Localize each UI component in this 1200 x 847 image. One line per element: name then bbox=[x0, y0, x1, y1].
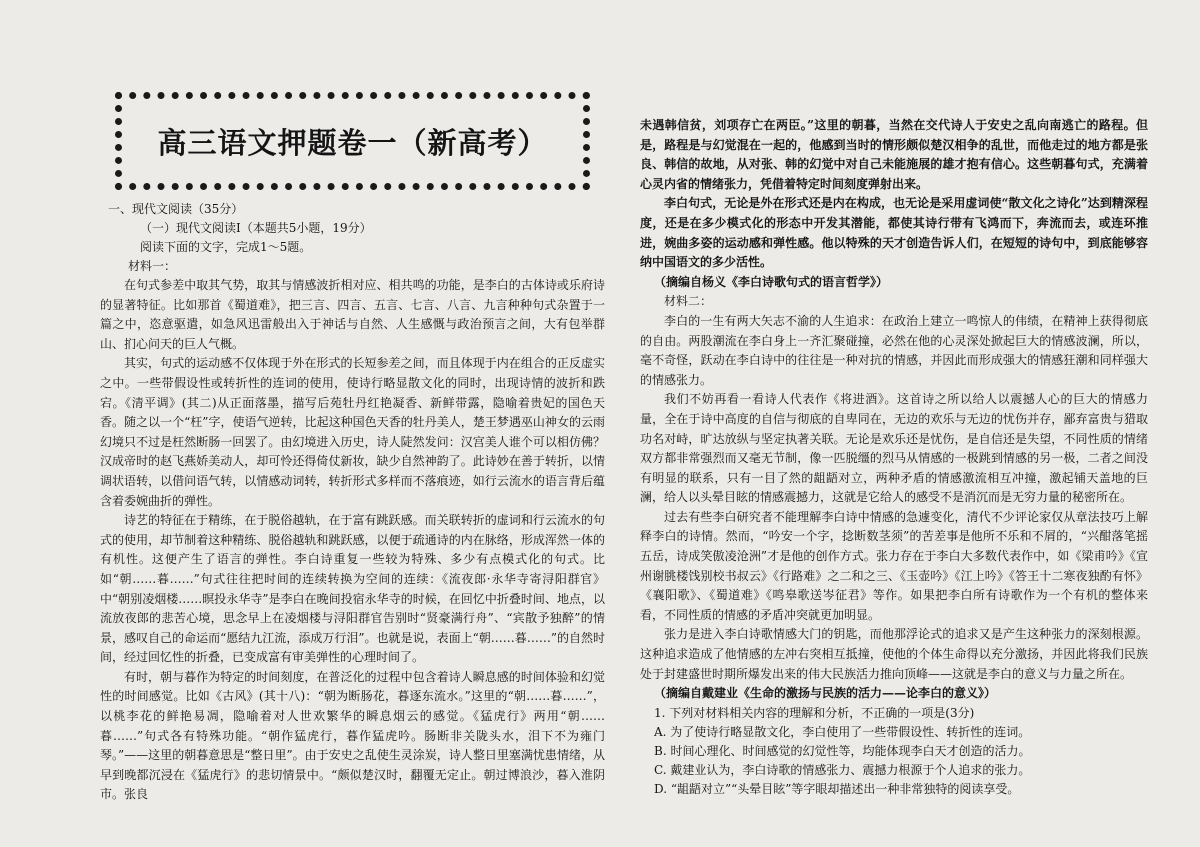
right-paragraph: 我们不妨再看一看诗人代表作《将进酒》。这首诗之所以给人以震撼人心的巨大的情感力量，全在于诗中高度的自信与彻底的自卑同在，无边的欢乐与无边的忧伤并存，鄙弃富贵与猎取功名对峙，旷达放纵与坚定执著关联。无论是欢乐还是忧伤，是自信还是失望，不同性质的情绪双方都非常强烈而又毫无节制，像一匹脱缰的烈马从情感的一极跳到情感的另一极，二者之间没有明显的联系，只有一目了然的龃龉对立，两种矛盾的情感激流相互冲撞，激起铺天盖地的巨澜，给人以头晕目眩的情感震撼力，这就是它给人的感受不是消沉而是无穷力量的秘密所在。 bbox=[640, 392, 1148, 505]
material2-label: 材料二： bbox=[664, 294, 713, 309]
instruction: 阅读下面的文字，完成1～5题。 bbox=[140, 240, 312, 254]
left-paragraph: 其实，句式的运动感不仅体现于外在形式的长短参差之间，而且体现于内在组合的正反虚实之中。一些带假设性或转折性的连词的使用，使诗行略显散文化的同时，出现诗情的波折和跌宕。《清平调》(其二)从正面落墨，描写后苑牡丹红艳凝香、新鲜带露，隐喻着贵妃的国色天香。随之以一个“枉”字，使语气逆转，比起这种国色天香的牡丹美人，楚王梦遇巫山神女的云雨幻境只不过是枉然断肠一回罢了。由幻境进入历史，诗人陡然发问：汉宫美人谁个可以相仿佛？汉成帝时的赵飞燕娇美动人，却可怜还得倚仗新妆，缺少自然神韵了。此诗妙在善于转折，以情调状语转，以借问语气转，以情感动词转，转折形式多样而不落痕迹，如行云流水的语言背后蕴含着委婉曲折的弹性。 bbox=[100, 356, 605, 508]
right-paragraph: 张力是进入李白诗歌情感大门的钥匙，而他那浮论式的追求又是产生这种张力的深刻根源。这种追求造成了他情感的左冲右突相互抵撞，使他的个体生命得以充分激扬，并因此将我们民族处于封建盛世时期所爆发出来的伟大民族活力推向顶峰——这就是李白的意义与力量之所在。 bbox=[640, 627, 1148, 681]
section-heading: 一、现代文阅读（35分） bbox=[108, 202, 244, 216]
title-box bbox=[115, 92, 590, 190]
right-paragraph: 未遇韩信贫，刘项存亡在两臣。”这里的朝暮，当然在交代诗人于安史之乱向南逃亡的路程。但是，路程是与幻觉混在一起的，他感到当时的情形颇似楚汉相争的乱世，而他走过的地方都是张良、韩信的故地，从对张、韩的幻觉中对自己未能施展的雄才抱有信心。这些朝暮句式，充满着心灵内省的情绪张力，凭借着特定时间刻度弹射出来。 bbox=[640, 118, 1148, 191]
sub-heading: （一）现代文阅读Ⅰ（本题共5小题，19分） bbox=[140, 221, 372, 235]
left-paragraph: 有时，朝与暮作为特定的时间刻度，在普泛化的过程中包含着诗人瞬息感的时间体验和幻觉性的时间感觉。比如《古风》(其十八)：“朝为断肠花，暮逐东流水。”这里的“朝……暮……”，以桃李花的鲜艳易凋，隐喻着对人世欢繁华的瞬息烟云的感觉。《猛虎行》两用“朝……暮……”句式各有特殊功能。“朝作猛虎行，暮作猛虎吟。肠断非关陇头水，泪下不为雍门琴。”——这里的朝暮意思是“整日里”。由于安史之乱使生灵涂炭，诗人整日里塞满忧患情绪，从早到晚都沉浸在《猛虎行》的悲切情景中。“颇似楚汉时，翻覆无定止。朝过博浪沙，暮入淮阴市。张良 bbox=[100, 669, 605, 802]
page-title: 高三语文押题卷一（新高考） bbox=[157, 125, 548, 160]
right-paragraph: 过去有些李白研究者不能理解李白诗中情感的急遽变化，清代不少评论家仅从章法技巧上解释李白的诗情。然而，“吟安一个字，捻断数茎须”的苦差事是他所不乐和不屑的，“兴酣落笔摇五岳，诗成笑傲凌沧洲”才是他的创作方式。张力存在于李白大多数代表作中，如《梁甫吟》《宣州谢朓楼饯别校书叔云》《行路难》之二和之三、《玉壶吟》《江上吟》《答王十二寒夜独酌有怀》《襄阳歌》、《蜀道难》《鸣皋歌送岑征君》等作。如果把李白所有诗歌作为一个有机的整体来看，不同性质的情感的矛盾冲突就更加明显。 bbox=[640, 509, 1148, 622]
source-2: （摘编自戴建业《生命的激扬与民族的活力——论李白的意义》） bbox=[654, 686, 997, 701]
option-b[interactable]: B. 时间心理化、时间感觉的幻觉性等，均能体现李白天才创造的活力。 bbox=[654, 743, 1031, 758]
material1-label: 材料一： bbox=[128, 259, 177, 273]
right-paragraph: 李白句式，无论是外在形式还是内在构成，也无论是采用虚词使“散文化之诗化”达到精深程度，还是在多少模式化的形态中开发其潜能，都使其诗行带有飞鸿而下，奔流而去，或连环推进，婉曲多姿的运动感和弹性感。他以特殊的天才创造告诉人们，在短短的诗句中，到底能够容纳中国语文的多少活性。 bbox=[640, 196, 1148, 270]
option-d[interactable]: D. “龃龉对立”“头晕目眩”等字眼却描述出一种非常独特的阅读享受。 bbox=[654, 781, 1020, 796]
left-paragraph: 诗艺的特征在于精练，在于脱俗越轨，在于富有跳跃感。而关联转折的虚词和行云流水的句式的使用，却节制着这种精练、脱俗越轨和跳跃感，以便于疏通诗的内在脉络，形成浑然一体的有机性。这便产生了语言的弹性。李白诗重复一些较为特殊、多少有点模式化的句式。比如“朝……暮……”句式往往把时间的连续转换为空间的连续：《流夜郎·永华寺寄浔阳群官》中“朝别凌烟楼……暝投永华寺”是李白在晚间投宿永华寺的时候，在回忆中折叠时间、地点，以流放夜郎的悲苦心境，思念早上在凌烟楼与浔阳群官告别时“贤豪满行舟”、“宾散予独醉”的情景，感叹自己的命运而“愿结九江流，添成万行泪”。也就是说，表面上“朝……暮……”的自然时间，经过回忆性的折叠，已变成富有审美弹性的心理时间了。 bbox=[100, 513, 605, 665]
question-1 bbox=[640, 704, 1148, 799]
question-stem: 1. 下列对材料相关内容的理解和分析，不正确的一项是(3分) bbox=[654, 705, 975, 720]
left-paragraph: 在句式参差中取其气势，取其与情感波折相对应、相共鸣的功能，是李白的古体诗或乐府诗的显著特征。比如那首《蜀道难》，把三言、四言、五言、七言、八言、九言种种句式杂置于一篇之中，恣意驱遣，如急风迅雷般出入于神话与自然、人生感慨与政治预言之间，大有包举群山、扪心问天的巨人气概。 bbox=[100, 278, 605, 351]
source-1: （摘编自杨义《李白诗歌句式的语言哲学》） bbox=[654, 274, 889, 289]
right-paragraph: 李白的一生有两大矢志不渝的人生追求：在政治上建立一鸣惊人的伟绩，在精神上获得彻底的自由。两股潮流在李白身上一齐汇聚碰撞，必然在他的心灵深处掀起巨大的情感波澜，所以，毫不奇怪，跃动在李白诗中的往往是一种对抗的情感，并因此而形成强大的情感狂潮和同样强大的情感张力。 bbox=[640, 313, 1148, 387]
option-c[interactable]: C. 戴建业认为，李白诗歌的情感张力、震撼力根源于个人追求的张力。 bbox=[654, 762, 1031, 777]
right-column bbox=[640, 116, 1148, 799]
left-body bbox=[100, 276, 605, 805]
option-a[interactable]: A. 为了使诗行略显散文化，李白使用了一些带假设性、转折性的连词。 bbox=[654, 724, 1031, 739]
